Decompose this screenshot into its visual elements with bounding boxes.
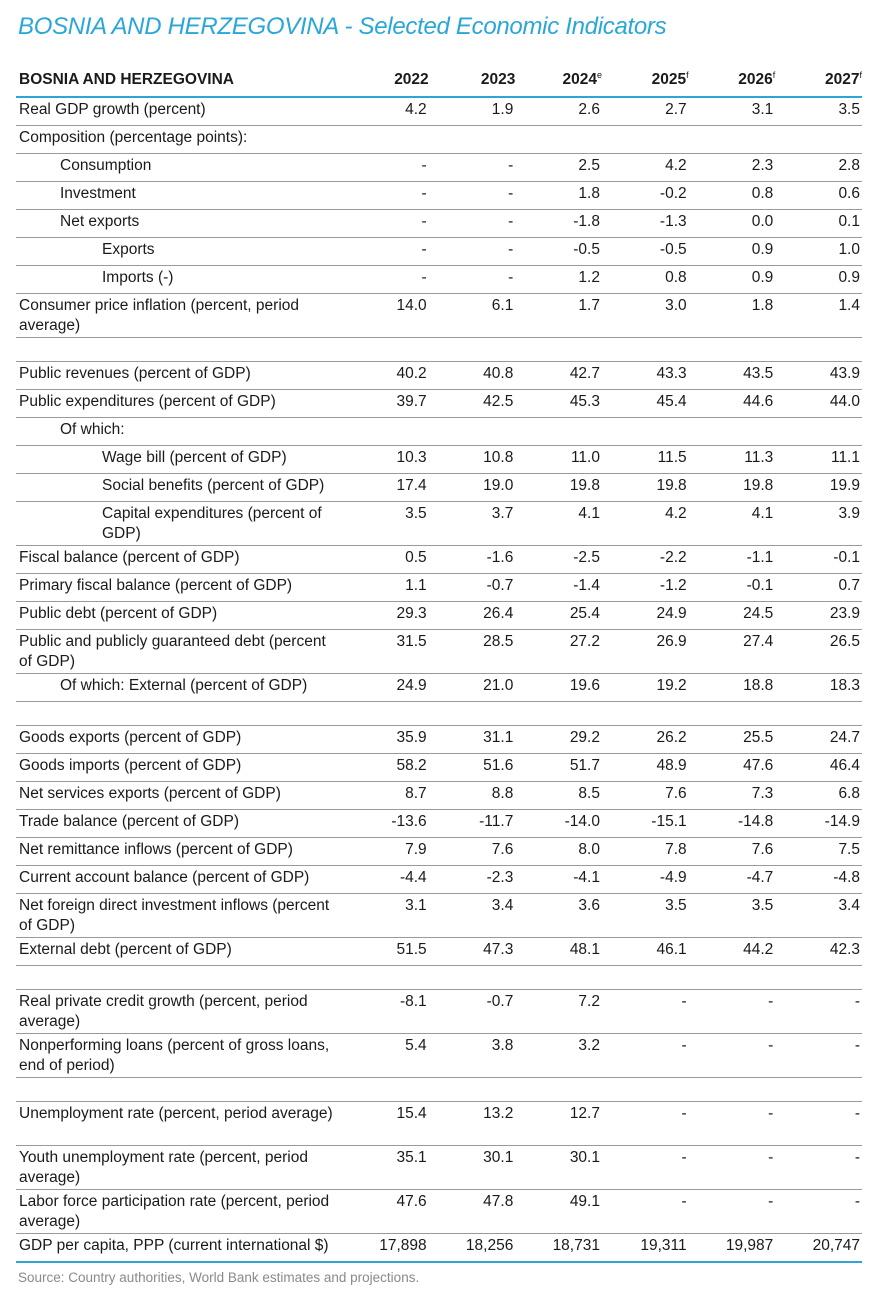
value-cell: 12.7 xyxy=(515,1102,602,1146)
value-cell: 27.2 xyxy=(515,630,602,674)
value-cell: -2.5 xyxy=(515,546,602,574)
header-year: 2025$^f$ xyxy=(602,64,689,97)
value-cell: 3.4 xyxy=(429,894,516,938)
value-cell: 3.5 xyxy=(602,894,689,938)
value-cell: 26.9 xyxy=(602,630,689,674)
row-label: Consumer price inflation (percent, period average) xyxy=(16,294,342,338)
value-cell: -0.5 xyxy=(602,238,689,266)
value-cell: 11.3 xyxy=(689,446,776,474)
header-year: 2024e xyxy=(515,64,602,97)
value-cell: 19,311 xyxy=(602,1234,689,1263)
value-cell: 30.1 xyxy=(515,1146,602,1190)
value-cell: 8.8 xyxy=(429,782,516,810)
value-cell: 43.3 xyxy=(602,362,689,390)
value-cell: 19.8 xyxy=(602,474,689,502)
value-cell: -4.9 xyxy=(602,866,689,894)
value-cell: 4.1 xyxy=(515,502,602,546)
value-cell: - xyxy=(342,154,429,182)
header-year: 2027$^f$ xyxy=(775,64,862,97)
value-cell: 2.6 xyxy=(515,97,602,126)
table-row xyxy=(16,446,862,474)
value-cell: 1.4 xyxy=(775,294,862,338)
table-row xyxy=(16,266,862,294)
value-cell: 11.1 xyxy=(775,446,862,474)
value-cell: 6.1 xyxy=(429,294,516,338)
row-label: Of which: External (percent of GDP) xyxy=(16,674,342,702)
value-cell: 0.9 xyxy=(689,266,776,294)
value-cell: 6.8 xyxy=(775,782,862,810)
row-label: Net remittance inflows (percent of GDP) xyxy=(16,838,342,866)
table-body xyxy=(16,97,862,1262)
value-cell: 21.0 xyxy=(429,674,516,702)
value-cell: 17,898 xyxy=(342,1234,429,1263)
value-cell: 25.4 xyxy=(515,602,602,630)
value-cell: 28.5 xyxy=(429,630,516,674)
value-cell: 24.9 xyxy=(342,674,429,702)
value-cell: 0.9 xyxy=(775,266,862,294)
value-cell: - xyxy=(775,990,862,1034)
row-label: Net foreign direct investment inflows (percent of GDP) xyxy=(16,894,342,938)
header-year: 2022 xyxy=(342,64,429,97)
row-label: Public debt (percent of GDP) xyxy=(16,602,342,630)
value-cell: - xyxy=(689,1102,776,1146)
spacer-row xyxy=(16,338,862,362)
value-cell: - xyxy=(429,266,516,294)
table-row xyxy=(16,782,862,810)
value-cell: -4.7 xyxy=(689,866,776,894)
table-header-row xyxy=(16,64,862,97)
value-cell: 45.3 xyxy=(515,390,602,418)
spacer-cell xyxy=(16,702,862,726)
header-year: 2026$^f$ xyxy=(689,64,776,97)
value-cell: 26.5 xyxy=(775,630,862,674)
value-cell: 3.9 xyxy=(775,502,862,546)
value-cell xyxy=(775,126,862,154)
value-cell: 0.8 xyxy=(689,182,776,210)
value-cell: 11.5 xyxy=(602,446,689,474)
value-cell: 18.3 xyxy=(775,674,862,702)
value-cell: 4.1 xyxy=(689,502,776,546)
table-row xyxy=(16,1102,862,1146)
value-cell: 0.8 xyxy=(602,266,689,294)
value-cell: -14.8 xyxy=(689,810,776,838)
spacer-cell xyxy=(16,1078,862,1102)
value-cell: 3.7 xyxy=(429,502,516,546)
value-cell: -2.2 xyxy=(602,546,689,574)
row-label: Net exports xyxy=(16,210,342,238)
source-text: Country authorities, World Bank estimates and projections. xyxy=(64,1270,420,1285)
table-row xyxy=(16,1190,862,1234)
row-label: Unemployment rate (percent, period average) xyxy=(16,1102,342,1146)
value-cell: -1.4 xyxy=(515,574,602,602)
row-label: Fiscal balance (percent of GDP) xyxy=(16,546,342,574)
spacer-cell xyxy=(16,338,862,362)
value-cell: 2.8 xyxy=(775,154,862,182)
row-label: Goods exports (percent of GDP) xyxy=(16,726,342,754)
value-cell: 1.8 xyxy=(689,294,776,338)
value-cell xyxy=(342,418,429,446)
value-cell: -14.9 xyxy=(775,810,862,838)
table-row xyxy=(16,238,862,266)
value-cell xyxy=(515,126,602,154)
table-row xyxy=(16,838,862,866)
table-row xyxy=(16,210,862,238)
value-cell: - xyxy=(429,238,516,266)
value-cell: 1.1 xyxy=(342,574,429,602)
value-cell: 19.2 xyxy=(602,674,689,702)
value-cell: -0.7 xyxy=(429,574,516,602)
value-cell: 58.2 xyxy=(342,754,429,782)
value-cell: 31.5 xyxy=(342,630,429,674)
value-cell: 19.9 xyxy=(775,474,862,502)
value-cell: 47.8 xyxy=(429,1190,516,1234)
value-cell: 20,747 xyxy=(775,1234,862,1263)
value-cell: - xyxy=(775,1102,862,1146)
value-cell: 24.5 xyxy=(689,602,776,630)
source-note xyxy=(18,1270,874,1285)
value-cell: 7.9 xyxy=(342,838,429,866)
value-cell: - xyxy=(689,990,776,1034)
value-cell: 42.7 xyxy=(515,362,602,390)
value-cell: 0.1 xyxy=(775,210,862,238)
value-cell: 0.0 xyxy=(689,210,776,238)
value-cell: 30.1 xyxy=(429,1146,516,1190)
value-cell: 1.9 xyxy=(429,97,516,126)
value-cell: 35.1 xyxy=(342,1146,429,1190)
table-row xyxy=(16,894,862,938)
value-cell: -4.4 xyxy=(342,866,429,894)
value-cell: - xyxy=(342,238,429,266)
value-cell: - xyxy=(342,266,429,294)
value-cell: 7.6 xyxy=(429,838,516,866)
header-year: 2023 xyxy=(429,64,516,97)
row-label: Investment xyxy=(16,182,342,210)
value-cell: 1.7 xyxy=(515,294,602,338)
value-cell: -0.5 xyxy=(515,238,602,266)
value-cell: 46.1 xyxy=(602,938,689,966)
value-cell: 26.4 xyxy=(429,602,516,630)
value-cell: 15.4 xyxy=(342,1102,429,1146)
spacer-cell xyxy=(16,966,862,990)
value-cell xyxy=(342,126,429,154)
value-cell: 47.3 xyxy=(429,938,516,966)
row-label: Goods imports (percent of GDP) xyxy=(16,754,342,782)
value-cell: - xyxy=(602,990,689,1034)
value-cell: 39.7 xyxy=(342,390,429,418)
value-cell: 2.7 xyxy=(602,97,689,126)
value-cell: 29.2 xyxy=(515,726,602,754)
row-label: Nonperforming loans (percent of gross loans, end of period) xyxy=(16,1034,342,1078)
value-cell: 18,256 xyxy=(429,1234,516,1263)
value-cell: 18,731 xyxy=(515,1234,602,1263)
table-row xyxy=(16,1034,862,1078)
value-cell: 7.5 xyxy=(775,838,862,866)
source-prefix: Source: xyxy=(18,1270,65,1285)
value-cell: 19.6 xyxy=(515,674,602,702)
value-cell xyxy=(689,418,776,446)
value-cell: -8.1 xyxy=(342,990,429,1034)
table-row xyxy=(16,502,862,546)
value-cell: -0.1 xyxy=(775,546,862,574)
value-cell: -14.0 xyxy=(515,810,602,838)
value-cell: 0.9 xyxy=(689,238,776,266)
row-label: Real GDP growth (percent) xyxy=(16,97,342,126)
spacer-row xyxy=(16,1078,862,1102)
value-cell: 3.4 xyxy=(775,894,862,938)
value-cell: 11.0 xyxy=(515,446,602,474)
value-cell: 0.6 xyxy=(775,182,862,210)
table-row xyxy=(16,674,862,702)
table-row xyxy=(16,602,862,630)
value-cell: 49.1 xyxy=(515,1190,602,1234)
value-cell: 44.2 xyxy=(689,938,776,966)
value-cell: 8.5 xyxy=(515,782,602,810)
row-label: Primary fiscal balance (percent of GDP) xyxy=(16,574,342,602)
value-cell: 7.2 xyxy=(515,990,602,1034)
table-row xyxy=(16,182,862,210)
value-cell: 40.2 xyxy=(342,362,429,390)
value-cell: 40.8 xyxy=(429,362,516,390)
value-cell xyxy=(429,418,516,446)
value-cell: 29.3 xyxy=(342,602,429,630)
value-cell: - xyxy=(775,1146,862,1190)
row-label: Labor force participation rate (percent, period average) xyxy=(16,1190,342,1234)
row-label: GDP per capita, PPP (current international $) xyxy=(16,1234,342,1263)
row-label: Net services exports (percent of GDP) xyxy=(16,782,342,810)
value-cell: 35.9 xyxy=(342,726,429,754)
value-cell: - xyxy=(689,1146,776,1190)
value-cell: 43.9 xyxy=(775,362,862,390)
table-row xyxy=(16,990,862,1034)
row-label: Composition (percentage points): xyxy=(16,126,342,154)
value-cell: -15.1 xyxy=(602,810,689,838)
value-cell: 25.5 xyxy=(689,726,776,754)
value-cell: - xyxy=(689,1190,776,1234)
value-cell xyxy=(602,418,689,446)
value-cell: - xyxy=(602,1146,689,1190)
value-cell: -1.1 xyxy=(689,546,776,574)
row-label: Social benefits (percent of GDP) xyxy=(16,474,342,502)
value-cell: 5.4 xyxy=(342,1034,429,1078)
table-row xyxy=(16,1234,862,1263)
value-cell: - xyxy=(429,210,516,238)
value-cell: -1.8 xyxy=(515,210,602,238)
value-cell: 42.3 xyxy=(775,938,862,966)
value-cell: -0.1 xyxy=(689,574,776,602)
value-cell: 3.5 xyxy=(689,894,776,938)
value-cell: 23.9 xyxy=(775,602,862,630)
value-cell: 7.6 xyxy=(602,782,689,810)
value-cell: 26.2 xyxy=(602,726,689,754)
value-cell: - xyxy=(429,182,516,210)
row-label: Consumption xyxy=(16,154,342,182)
value-cell: 45.4 xyxy=(602,390,689,418)
value-cell: -13.6 xyxy=(342,810,429,838)
value-cell: 51.7 xyxy=(515,754,602,782)
value-cell: 44.0 xyxy=(775,390,862,418)
table-row xyxy=(16,97,862,126)
value-cell: 19.0 xyxy=(429,474,516,502)
value-cell: 24.9 xyxy=(602,602,689,630)
value-cell: 8.7 xyxy=(342,782,429,810)
value-cell: 1.8 xyxy=(515,182,602,210)
table-row xyxy=(16,546,862,574)
value-cell: - xyxy=(602,1102,689,1146)
value-cell: 18.8 xyxy=(689,674,776,702)
value-cell: 19,987 xyxy=(689,1234,776,1263)
table-row xyxy=(16,866,862,894)
spacer-row xyxy=(16,702,862,726)
row-label: Trade balance (percent of GDP) xyxy=(16,810,342,838)
table-row xyxy=(16,574,862,602)
value-cell: 27.4 xyxy=(689,630,776,674)
value-cell: 0.7 xyxy=(775,574,862,602)
value-cell: 3.0 xyxy=(602,294,689,338)
value-cell: 47.6 xyxy=(689,754,776,782)
value-cell: - xyxy=(429,154,516,182)
value-cell: 14.0 xyxy=(342,294,429,338)
value-cell: 3.5 xyxy=(342,502,429,546)
value-cell: 7.3 xyxy=(689,782,776,810)
value-cell: 43.5 xyxy=(689,362,776,390)
value-cell: - xyxy=(342,182,429,210)
value-cell: -2.3 xyxy=(429,866,516,894)
table-row xyxy=(16,390,862,418)
value-cell: 2.5 xyxy=(515,154,602,182)
value-cell: - xyxy=(602,1190,689,1234)
table-row xyxy=(16,474,862,502)
value-cell: 44.6 xyxy=(689,390,776,418)
value-cell: 3.2 xyxy=(515,1034,602,1078)
row-label: Current account balance (percent of GDP) xyxy=(16,866,342,894)
indicators-table xyxy=(16,64,862,1263)
value-cell: 1.0 xyxy=(775,238,862,266)
value-cell: 7.8 xyxy=(602,838,689,866)
page-title: BOSNIA AND HERZEGOVINA - Selected Economic Indicators xyxy=(18,13,667,40)
value-cell: 1.2 xyxy=(515,266,602,294)
row-label: Public and publicly guaranteed debt (percent of GDP) xyxy=(16,630,342,674)
value-cell: 19.8 xyxy=(689,474,776,502)
table-row xyxy=(16,726,862,754)
value-cell: 17.4 xyxy=(342,474,429,502)
table-row xyxy=(16,810,862,838)
value-cell: 4.2 xyxy=(342,97,429,126)
value-cell: 42.5 xyxy=(429,390,516,418)
value-cell xyxy=(775,418,862,446)
value-cell: -1.3 xyxy=(602,210,689,238)
table-row xyxy=(16,418,862,446)
value-cell: 3.1 xyxy=(689,97,776,126)
value-cell: 48.9 xyxy=(602,754,689,782)
table-row xyxy=(16,294,862,338)
value-cell xyxy=(429,126,516,154)
header-label: BOSNIA AND HERZEGOVINA xyxy=(16,64,342,97)
value-cell: 46.4 xyxy=(775,754,862,782)
value-cell xyxy=(689,126,776,154)
row-label: Of which: xyxy=(16,418,342,446)
row-label: Public revenues (percent of GDP) xyxy=(16,362,342,390)
row-label: Public expenditures (percent of GDP) xyxy=(16,390,342,418)
value-cell: 8.0 xyxy=(515,838,602,866)
value-cell: -11.7 xyxy=(429,810,516,838)
table-row xyxy=(16,126,862,154)
value-cell: 47.6 xyxy=(342,1190,429,1234)
value-cell: - xyxy=(602,1034,689,1078)
value-cell: 51.5 xyxy=(342,938,429,966)
value-cell: - xyxy=(689,1034,776,1078)
value-cell: 4.2 xyxy=(602,154,689,182)
value-cell: -0.2 xyxy=(602,182,689,210)
row-label: External debt (percent of GDP) xyxy=(16,938,342,966)
value-cell xyxy=(602,126,689,154)
value-cell: 3.6 xyxy=(515,894,602,938)
value-cell: 19.8 xyxy=(515,474,602,502)
table-row xyxy=(16,754,862,782)
value-cell: 3.1 xyxy=(342,894,429,938)
value-cell: 0.5 xyxy=(342,546,429,574)
spacer-row xyxy=(16,966,862,990)
row-label: Youth unemployment rate (percent, period average) xyxy=(16,1146,342,1190)
row-label: Real private credit growth (percent, period average) xyxy=(16,990,342,1034)
table-row xyxy=(16,154,862,182)
value-cell: 3.8 xyxy=(429,1034,516,1078)
value-cell: 2.3 xyxy=(689,154,776,182)
value-cell: 4.2 xyxy=(602,502,689,546)
value-cell: 24.7 xyxy=(775,726,862,754)
table-row xyxy=(16,630,862,674)
table-row xyxy=(16,1146,862,1190)
row-label: Wage bill (percent of GDP) xyxy=(16,446,342,474)
value-cell: - xyxy=(342,210,429,238)
value-cell: 48.1 xyxy=(515,938,602,966)
value-cell: 3.5 xyxy=(775,97,862,126)
table-row xyxy=(16,938,862,966)
value-cell: - xyxy=(775,1190,862,1234)
row-label: Capital expenditures (percent of GDP) xyxy=(16,502,342,546)
value-cell: -4.1 xyxy=(515,866,602,894)
value-cell: - xyxy=(775,1034,862,1078)
row-label: Imports (-) xyxy=(16,266,342,294)
value-cell: 10.3 xyxy=(342,446,429,474)
value-cell: 13.2 xyxy=(429,1102,516,1146)
table-row xyxy=(16,362,862,390)
row-label: Exports xyxy=(16,238,342,266)
value-cell: -1.2 xyxy=(602,574,689,602)
value-cell xyxy=(515,418,602,446)
value-cell: -4.8 xyxy=(775,866,862,894)
value-cell: 31.1 xyxy=(429,726,516,754)
value-cell: -1.6 xyxy=(429,546,516,574)
value-cell: 10.8 xyxy=(429,446,516,474)
value-cell: -0.7 xyxy=(429,990,516,1034)
value-cell: 7.6 xyxy=(689,838,776,866)
value-cell: 51.6 xyxy=(429,754,516,782)
